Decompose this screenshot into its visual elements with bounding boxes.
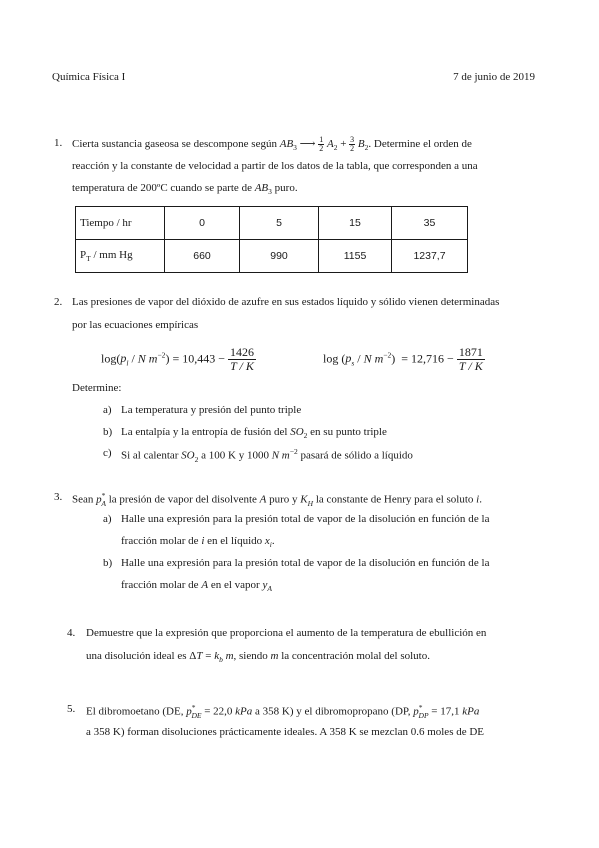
q3-number: 3.: [54, 491, 63, 503]
q2-item-label: b): [103, 426, 113, 438]
table-cell: 35: [392, 207, 468, 240]
q2-number: 2.: [54, 296, 63, 308]
table-cell: 1237,7: [392, 240, 468, 273]
q1-line2: reacción y la constante de velocidad a partir de los datos de la tabla, que corresponden a una: [72, 160, 478, 172]
q5-number: 5.: [67, 703, 76, 715]
q1-data-table: [75, 206, 468, 273]
q3-line1: Sean $p^*_A$ la presión de vapor del disolvente A puro y $K_H$ la constante de Henry para el soluto i.: [72, 491, 482, 508]
table-row: [76, 207, 468, 240]
q1-line1: Cierta sustancia gaseosa se descompone según $AB_3$ ⟶ $\frac{1}{2}$ $A_2$ + $\frac{3}{2}$ $B_2$. Determine el orden de: [72, 135, 472, 153]
table-cell: 1155: [319, 240, 392, 273]
equation-solid: $\log (p_s$ / N $m^{-2}) = 12,716$ − $\frac{1871}{T / K}$: [323, 345, 483, 373]
table-cell: Tiempo / hr: [76, 207, 165, 240]
q2-line1: Las presiones de vapor del dióxido de azufre en sus estados líquido y sólido vienen determinadas: [72, 296, 500, 308]
q2-item-text: La entalpía y la entropía de fusión del $SO_2$ en su punto triple: [121, 426, 387, 441]
q3-item-line2: fracción molar de A en el vapor $y_A$: [121, 579, 272, 594]
equation-liquid: $\log(p_l$ / N $m^{-2}) = 10,443$ − $\frac{1426}{T / K}$: [101, 345, 254, 373]
table-cell: 660: [165, 240, 240, 273]
q3-item-label: a): [103, 513, 112, 525]
table-cell: $P_T$ / mm Hg: [76, 240, 165, 273]
q3-item-line2: fracción molar de i en el líquido $x_i$.: [121, 535, 275, 550]
q2-item-label: a): [103, 404, 112, 416]
table-row: [76, 240, 468, 273]
table-cell: 990: [240, 240, 319, 273]
q3-item-label: b): [103, 557, 113, 569]
q2-line2: por las ecuaciones empíricas: [72, 319, 199, 331]
q2-determine: Determine:: [72, 382, 122, 394]
q2-item-label: c): [103, 447, 112, 459]
table-cell: 15: [319, 207, 392, 240]
q3-item-line1: Halle una expresión para la presión total de vapor de la disolución en función de la: [121, 513, 490, 525]
q2-item-text: Si al calentar $SO_2$ a 100 K y 1000 N $m^{-2}$ pasará de sólido a líquido: [121, 447, 413, 464]
table-cell: 0: [165, 207, 240, 240]
q2-item-text: La temperatura y presión del punto triple: [121, 404, 302, 416]
q3-item-line1: Halle una expresión para la presión total de vapor de la disolución en función de la: [121, 557, 490, 569]
q1-line3: temperatura de 200ºC cuando se parte de $AB_3$ puro.: [72, 182, 298, 197]
q5-line1: El dibromoetano (DE, $p^*_{DE} = 22,0$ kPa a 358 K) y el dibromopropano (DP, $p^*_{DP} = 17,1$ kPa: [86, 703, 480, 720]
course-title: Química Física I: [52, 71, 126, 83]
exam-date: 7 de junio de 2019: [453, 71, 535, 83]
q1-number: 1.: [54, 137, 63, 149]
table-cell: 5: [240, 207, 319, 240]
q4-line1: Demuestre que la expresión que proporciona el aumento de la temperatura de ebullición en: [86, 627, 487, 639]
q4-line2: una disolución ideal es $\Delta T = k_b$ m, siendo m la concentración molal del soluto.: [86, 650, 430, 665]
q4-number: 4.: [67, 627, 76, 639]
q5-line2: a 358 K) forman disoluciones prácticamente ideales. A 358 K se mezclan 0.6 moles de DE: [86, 726, 485, 738]
